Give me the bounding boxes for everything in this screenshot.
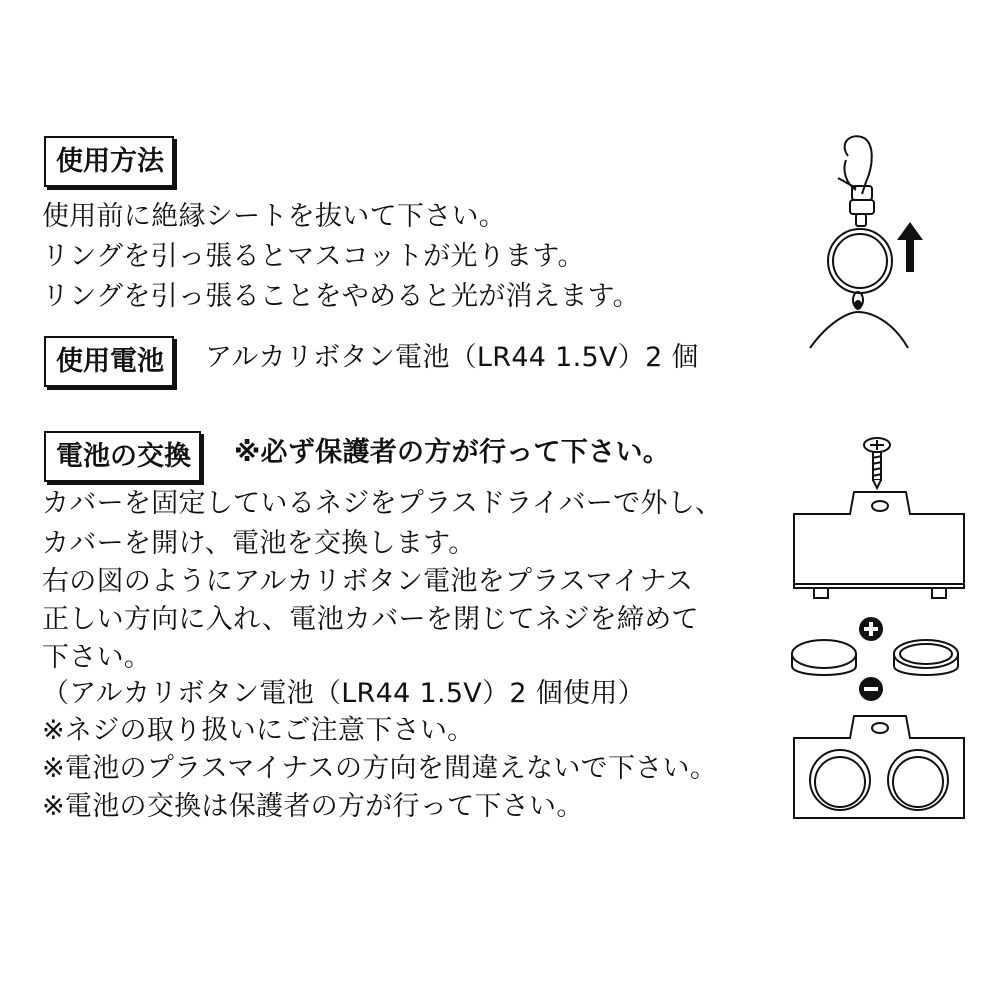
usage-line-2: リングを引っ張るとマスコットが光ります。 <box>42 241 585 272</box>
replacement-line-5: 下さい。 <box>42 642 152 673</box>
replacement-line-7: ※ネジの取り扱いにご注意下さい。 <box>42 715 475 746</box>
battery-cover-illustration <box>790 486 970 606</box>
replacement-line-3: 右の図のようにアルカリボタン電池をプラスマイナス <box>42 566 694 597</box>
minus-sign-icon <box>858 676 884 702</box>
battery-text: アルカリボタン電池（LR44 1.5V）2 個 <box>205 342 699 373</box>
replacement-line-1: カバーを固定しているネジをプラスドライバーで外し、 <box>42 488 723 519</box>
replacement-note: ※必ず保護者の方が行って下さい。 <box>234 437 671 468</box>
replacement-line-8: ※電池のプラスマイナスの方向を間違えないで下さい。 <box>42 753 718 784</box>
usage-line-1: 使用前に絶縁シートを抜いて下さい。 <box>42 201 507 232</box>
replacement-line-2: カバーを開け、電池を交換します。 <box>42 528 476 559</box>
replacement-line-6: （アルカリボタン電池（LR44 1.5V）2 個使用） <box>42 678 645 709</box>
arrow-up-icon <box>897 222 923 272</box>
replacement-line-9: ※電池の交換は保護者の方が行って下さい。 <box>42 791 584 822</box>
replacement-line-4: 正しい方向に入れ、電池カバーを閉じてネジを締めて <box>42 604 699 635</box>
replacement-heading: 電池の交換 <box>44 431 201 482</box>
battery-holder-illustration <box>790 708 970 828</box>
battery-heading: 使用電池 <box>44 336 174 387</box>
usage-line-3: リングを引っ張ることをやめると光が消えます。 <box>42 281 640 312</box>
usage-heading: 使用方法 <box>44 136 174 187</box>
